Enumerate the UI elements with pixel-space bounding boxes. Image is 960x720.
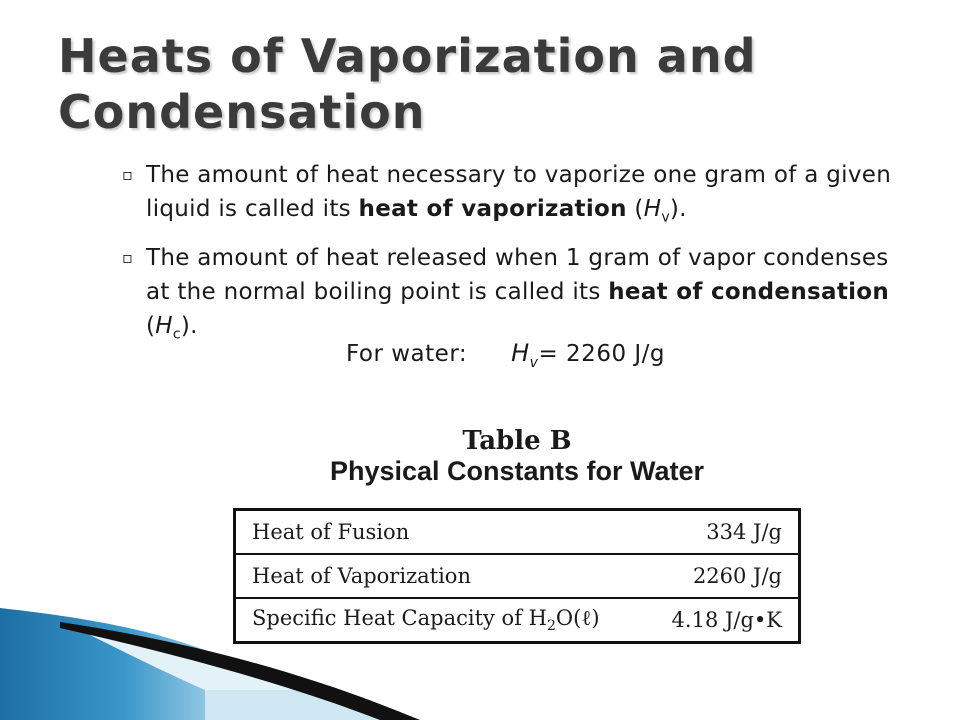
water-label: For water: [346, 341, 468, 367]
constant-value: 4.18 J/g•K [645, 598, 800, 643]
variable-symbol: H [155, 312, 173, 339]
table-label: Table B [462, 426, 572, 456]
bullet-paren-open: ( [146, 312, 156, 339]
variable-subscript: c [172, 326, 181, 343]
constant-name-subscript: 2 [546, 618, 556, 635]
variable-symbol: H [643, 196, 662, 222]
bullet-text: The amount of heat necessary to vaporize one gram of a given liquid is called its [146, 162, 892, 222]
bullet-icon: ▫ [122, 165, 134, 184]
constant-value: 334 J/g [706, 520, 782, 544]
bullet-paren-close: ). [669, 196, 687, 222]
bullet-paren-close: ). [180, 312, 198, 339]
bullet-item [118, 241, 918, 352]
table-row [235, 510, 800, 555]
constant-name-suffix: O(ℓ) [555, 605, 600, 630]
variable-subscript: v [661, 209, 670, 226]
bullet-paren-open: ( [626, 196, 644, 222]
constant-name: Heat of Vaporization [235, 554, 645, 598]
constant-name: Heat of Fusion [252, 520, 410, 544]
variable-subscript: v [529, 354, 539, 371]
bullet-item [118, 158, 918, 235]
bullet-icon: ▫ [122, 247, 134, 267]
bullet-list [118, 158, 918, 357]
constant-value: 2260 J/g [645, 554, 800, 598]
bullet-term: heat of condensation [608, 278, 890, 305]
table-row [235, 554, 800, 598]
slide-title: Heats of Vaporization and Condensation [58, 29, 757, 139]
decorative-wave-graphic [0, 600, 960, 720]
water-value: = 2260 J/g [538, 341, 666, 367]
water-variable [511, 339, 539, 371]
constant-name-text: Specific Heat Capacity of H [252, 605, 547, 630]
table-title: Physical Constants for Water [329, 456, 705, 486]
bullet-text: The amount of heat released when 1 gram of vapor condenses at the normal boiling point is called its [146, 244, 889, 305]
water-value-line [346, 336, 665, 380]
bullet-term: heat of vaporization [358, 196, 627, 222]
variable-symbol: H [511, 339, 530, 367]
